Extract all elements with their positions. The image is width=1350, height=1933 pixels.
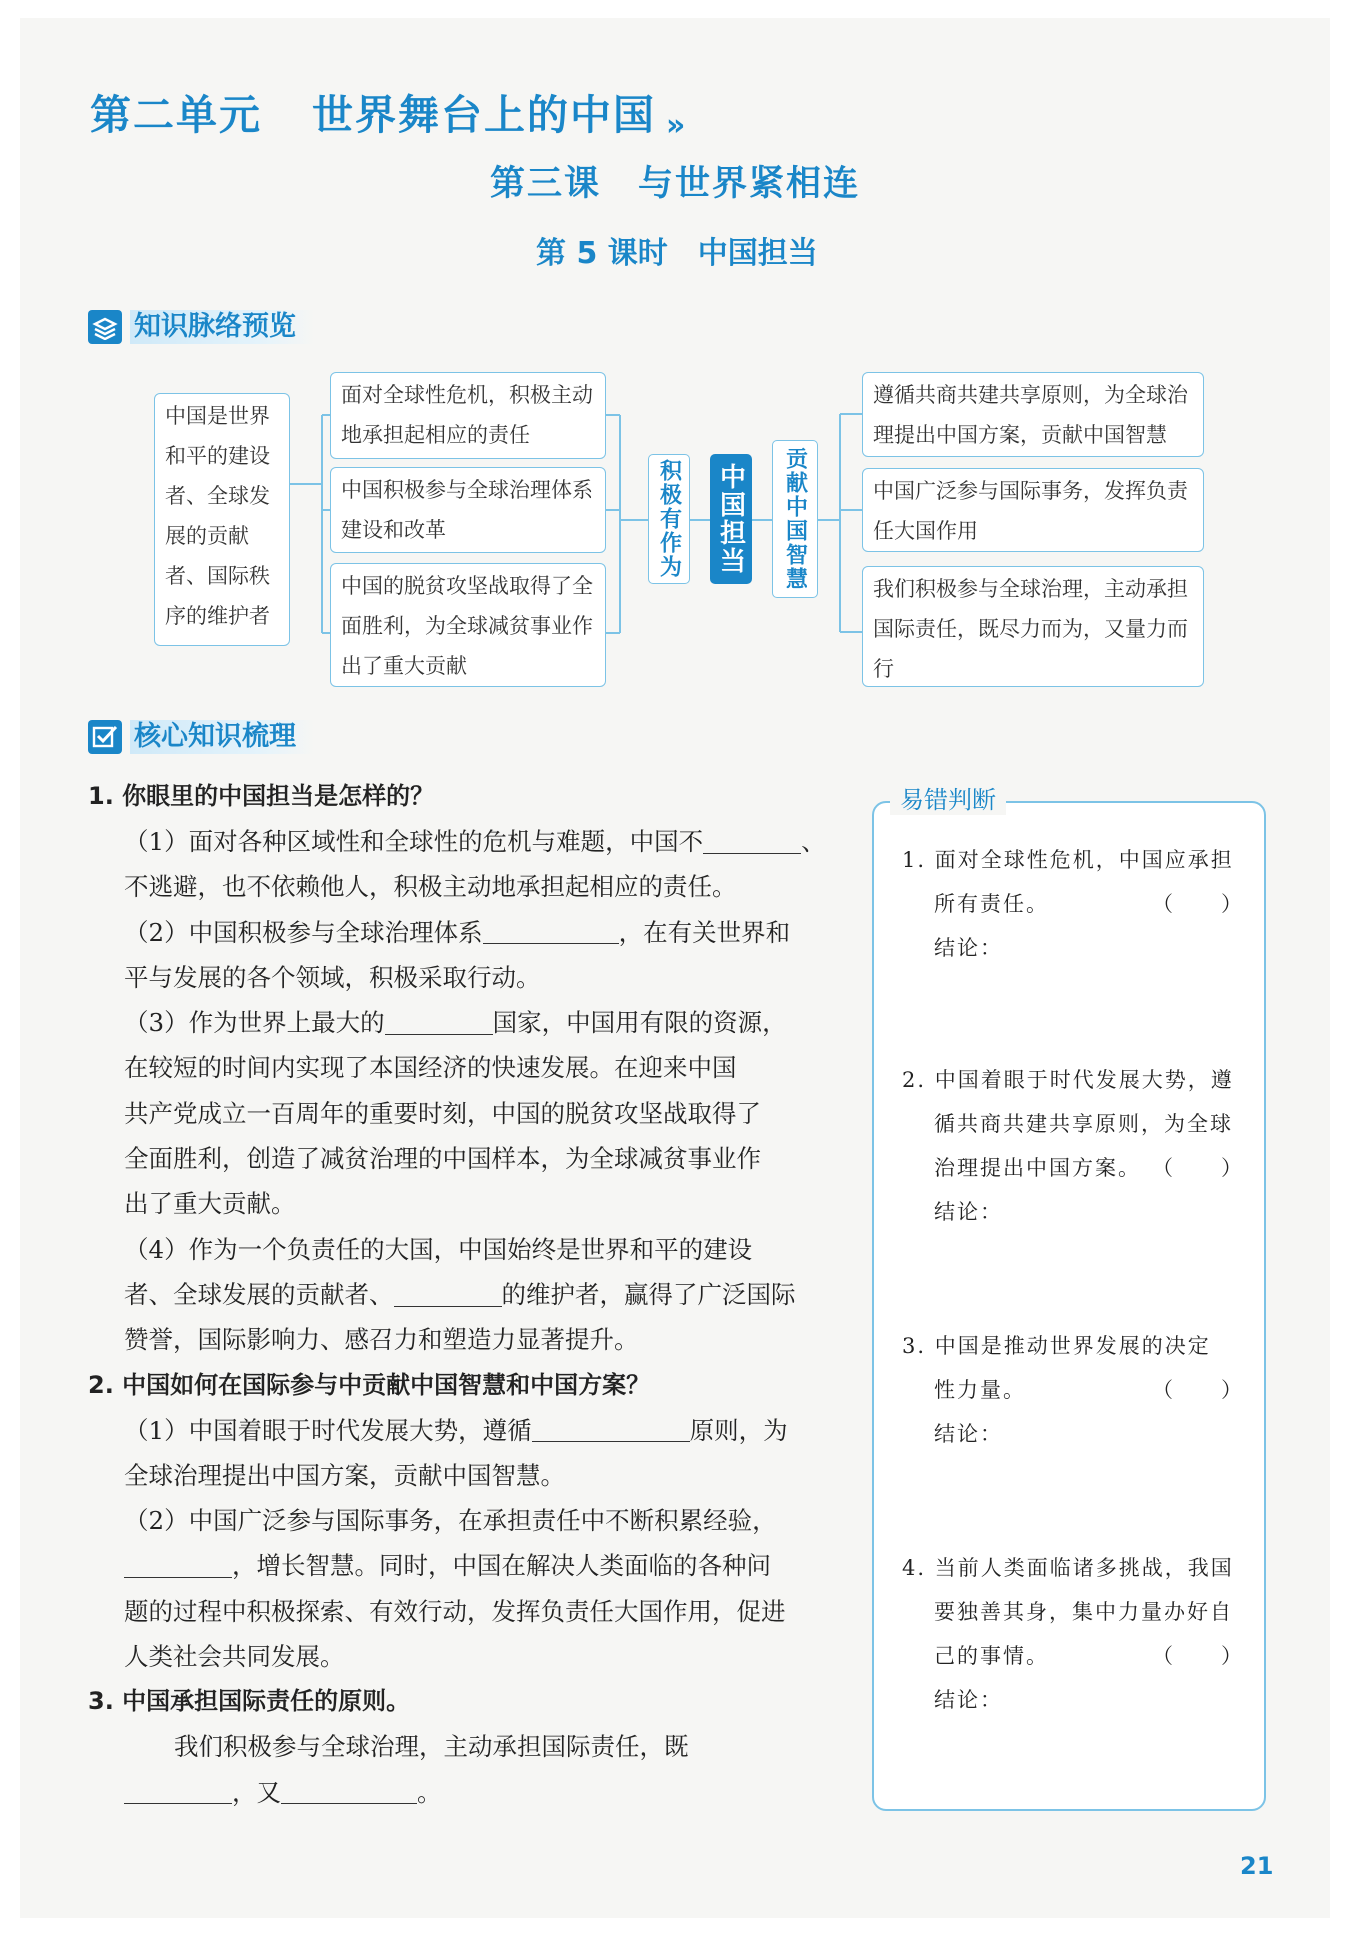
mindmap-left-box: 中国是世界和平的建设者、全球发展的贡献者、国际秩序的维护者 [154,393,290,646]
node-active-role: 积极有作为 [648,454,690,584]
answer-paren[interactable]: （ ） [1152,1644,1244,1668]
q1-item-3: （3）作为世界上最大的 国家，中国用有限的资源， 在较短的时间内实现了本国经济的快速发展。在迎来中国 共产党成立一百周年的重要时刻，中国的脱贫攻坚战取得了 全面胜利，创造了减贫治理的中国样本，为全球减贫事业作 出了重大贡献。 [124,1008,787,1219]
node-china-wisdom: 贡献中国智慧 [772,440,818,598]
section-label: 核心知识梳理 [130,720,314,754]
question-1-body [88,819,850,1363]
section-label: 知识脉络预览 [130,310,314,344]
answer-blank[interactable] [124,1551,232,1578]
mindmap-right-box-2: 中国广泛参与国际事务，发挥负责任大国作用 [862,468,1204,552]
sidebar-title: 易错判断 [890,780,1006,815]
page-number: 21 [1240,1852,1274,1880]
conclusion-label: 结论： [934,1688,1003,1712]
question-3-title: 3. 中国承担国际责任的原则。 [88,1687,411,1716]
checkbox-icon [88,720,122,754]
conclusion-label: 结论： [934,936,1003,960]
mindmap-mid-box-2: 中国积极参与全球治理体系建设和改革 [330,467,606,553]
answer-blank[interactable] [281,1778,417,1805]
answer-blank[interactable] [394,1280,502,1307]
mindmap-right-box-1: 遵循共商共建共享原则，为全球治理提出中国方案，贡献中国智慧 [862,372,1204,457]
double-chevron-icon: » [666,108,688,143]
q2-item-2: （2）中国广泛参与国际事务，在承担责任中不断积累经验， ，增长智慧。同时，中国在解决人类面临的各种问 题的过程中积极探索、有效行动，发挥负责任大国作用，促进 人类社会共同发展。 [124,1506,786,1672]
answer-paren[interactable]: （ ） [1152,892,1244,916]
judge-item-3: 3. 中国是推动世界发展的决定 性力量。 （ ） 结论： [902,1324,1252,1456]
question-3-body [88,1724,850,1815]
q1-item-2: （2）中国积极参与全球治理体系 ，在有关世界和 平与发展的各个领域，积极采取行动。 [124,917,791,992]
q3-item-1: 我们积极参与全球治理，主动承担国际责任，既 ，又 。 [124,1724,850,1815]
question-1-title: 1. 你眼里的中国担当是怎样的？ [88,782,435,810]
q1-item-4: （4）作为一个负责任的大国，中国始终是世界和平的建设 者、全球发展的贡献者、 的维护者，赢得了广泛国际 赞誉，国际影响力、感召力和塑造力显著提升。 [124,1234,796,1355]
q2-item-1: （1）中国着眼于时代发展大势，遵循 原则，为 全球治理提出中国方案，贡献中国智慧。 [124,1415,788,1490]
period-title: 第 5 课时 中国担当 [536,236,818,271]
section-heading-core [88,720,314,758]
answer-paren[interactable]: （ ） [1152,1156,1244,1180]
question-2-title: 2. 中国如何在国际参与中贡献中国智慧和中国方案？ [88,1370,651,1399]
question-2-body [88,1408,850,1680]
q1-item-1: （1）面对各种区域性和全球性的危机与难题，中国不 、 不逃避，也不依赖他人，积极主动地承担起相应的责任。 [124,827,826,902]
answer-blank[interactable] [532,1416,690,1443]
unit-name: 世界舞台上的中国 [312,91,656,139]
answer-paren[interactable]: （ ） [1152,1378,1244,1402]
answer-blank[interactable] [124,1778,232,1805]
answer-blank[interactable] [385,1008,493,1035]
judge-item-1: 1. 面对全球性危机，中国应承担 所有责任。 （ ） 结论： [902,838,1252,970]
answer-blank[interactable] [703,827,801,854]
judge-item-4: 4. 当前人类面临诸多挑战，我国 要独善其身，集中力量办好自 己的事情。 （ ） 结论： [902,1546,1252,1722]
unit-label: 第二单元 [90,91,262,139]
mindmap-mid-box-1: 面对全球性危机，积极主动地承担起相应的责任 [330,372,606,459]
node-china-responsibility: 中国担当 [710,454,752,584]
answer-blank[interactable] [483,918,619,945]
mindmap-mid-box-3: 中国的脱贫攻坚战取得了全面胜利，为全球减贫事业作出了重大贡献 [330,563,606,687]
questions [88,774,850,1815]
judge-item-2: 2. 中国着眼于时代发展大势，遵 循共商共建共享原则，为全球 治理提出中国方案。 （ ） 结论： [902,1058,1252,1234]
lesson-title: 第三课 与世界紧相连 [490,164,861,204]
conclusion-label: 结论： [934,1200,1003,1224]
mindmap-right-box-3: 我们积极参与全球治理，主动承担国际责任，既尽力而为，又量力而行 [862,566,1204,687]
conclusion-label: 结论： [934,1422,1003,1446]
